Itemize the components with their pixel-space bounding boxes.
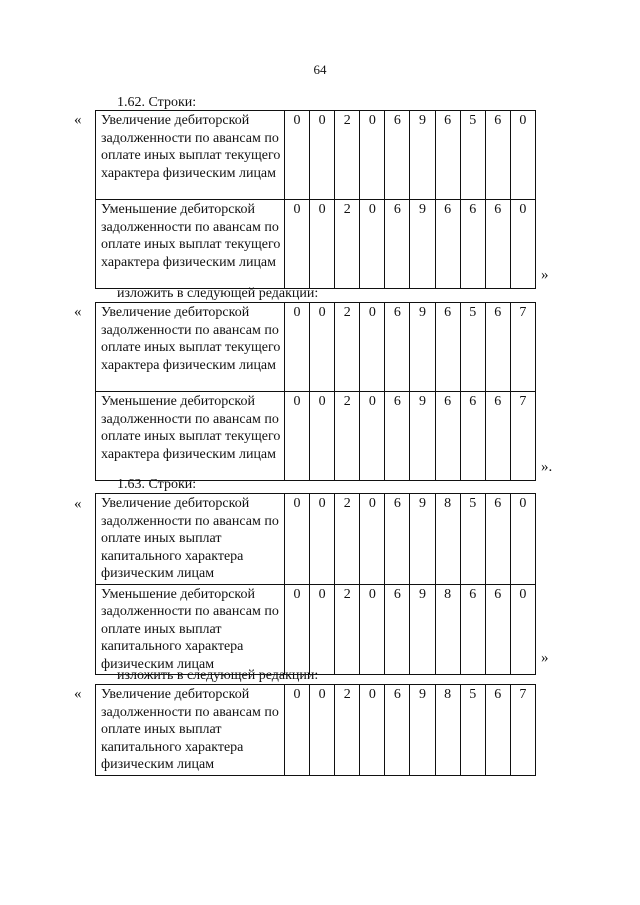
code-digit: 6 bbox=[435, 111, 460, 200]
code-digit: 6 bbox=[385, 392, 410, 481]
row-name: Уменьшение дебиторской задолженности по авансам по оплате иных выплат текущего характера физическим лицам bbox=[96, 392, 285, 481]
row-name: Уменьшение дебиторской задолженности по авансам по оплате иных выплат капитального характера физическим лицам bbox=[96, 584, 285, 675]
code-digit: 0 bbox=[510, 200, 535, 289]
table-row bbox=[96, 200, 536, 289]
code-digit: 8 bbox=[435, 584, 460, 675]
code-table-1-62-new bbox=[95, 302, 536, 481]
code-digit: 8 bbox=[435, 494, 460, 585]
code-digit: 0 bbox=[360, 392, 385, 481]
code-digit: 9 bbox=[410, 200, 435, 289]
code-digit: 5 bbox=[460, 111, 485, 200]
code-table-1-62-old bbox=[95, 110, 536, 289]
code-digit: 0 bbox=[285, 494, 310, 585]
code-digit: 9 bbox=[410, 111, 435, 200]
code-digit: 6 bbox=[485, 303, 510, 392]
code-digit: 0 bbox=[310, 392, 335, 481]
code-digit: 2 bbox=[335, 494, 360, 585]
open-quote: « bbox=[74, 112, 82, 128]
code-digit: 5 bbox=[460, 303, 485, 392]
code-digit: 6 bbox=[460, 584, 485, 675]
code-table-1-63-new bbox=[95, 684, 536, 776]
code-digit: 6 bbox=[460, 392, 485, 481]
row-name: Уменьшение дебиторской задолженности по авансам по оплате иных выплат текущего характера физическим лицам bbox=[96, 200, 285, 289]
code-digit: 0 bbox=[360, 494, 385, 585]
code-digit: 0 bbox=[360, 584, 385, 675]
code-digit: 0 bbox=[310, 685, 335, 776]
table-row bbox=[96, 584, 536, 675]
code-digit: 6 bbox=[485, 685, 510, 776]
code-digit: 6 bbox=[485, 392, 510, 481]
code-digit: 0 bbox=[310, 111, 335, 200]
code-digit: 2 bbox=[335, 392, 360, 481]
row-name: Увеличение дебиторской задолженности по авансам по оплате иных выплат текущего характера физическим лицам bbox=[96, 303, 285, 392]
code-digit: 6 bbox=[385, 303, 410, 392]
code-digit: 6 bbox=[435, 200, 460, 289]
table-row bbox=[96, 494, 536, 585]
code-digit: 0 bbox=[285, 392, 310, 481]
open-quote: « bbox=[74, 304, 82, 320]
section-heading-new-wording: изложить в следующей редакции: bbox=[117, 668, 319, 683]
section-heading-1-62: 1.62. Строки: bbox=[117, 95, 197, 110]
open-quote: « bbox=[74, 496, 82, 512]
section-heading-1-63: 1.63. Строки: bbox=[117, 477, 197, 492]
code-digit: 2 bbox=[335, 111, 360, 200]
table-row bbox=[96, 303, 536, 392]
code-digit: 0 bbox=[310, 200, 335, 289]
code-digit: 6 bbox=[485, 200, 510, 289]
code-digit: 0 bbox=[310, 494, 335, 585]
code-digit: 9 bbox=[410, 494, 435, 585]
code-table-1-63-old bbox=[95, 493, 536, 675]
code-digit: 0 bbox=[285, 111, 310, 200]
table-row bbox=[96, 111, 536, 200]
open-quote: « bbox=[74, 686, 82, 702]
section-heading-new-wording: изложить в следующей редакции: bbox=[117, 286, 319, 301]
code-digit: 5 bbox=[460, 685, 485, 776]
code-digit: 0 bbox=[285, 200, 310, 289]
code-digit: 0 bbox=[310, 303, 335, 392]
code-digit: 0 bbox=[510, 494, 535, 585]
close-quote: » bbox=[541, 650, 549, 666]
code-digit: 6 bbox=[485, 494, 510, 585]
code-digit: 0 bbox=[360, 303, 385, 392]
code-digit: 0 bbox=[310, 584, 335, 675]
code-digit: 7 bbox=[510, 685, 535, 776]
code-digit: 9 bbox=[410, 685, 435, 776]
code-digit: 5 bbox=[460, 494, 485, 585]
code-digit: 0 bbox=[285, 685, 310, 776]
code-digit: 6 bbox=[385, 200, 410, 289]
code-digit: 7 bbox=[510, 303, 535, 392]
code-digit: 2 bbox=[335, 200, 360, 289]
code-digit: 2 bbox=[335, 303, 360, 392]
code-digit: 2 bbox=[335, 584, 360, 675]
code-digit: 0 bbox=[360, 111, 385, 200]
code-digit: 9 bbox=[410, 303, 435, 392]
code-digit: 0 bbox=[510, 111, 535, 200]
row-name: Увеличение дебиторской задолженности по авансам по оплате иных выплат капитального характера физическим лицам bbox=[96, 494, 285, 585]
row-name: Увеличение дебиторской задолженности по авансам по оплате иных выплат текущего характера физическим лицам bbox=[96, 111, 285, 200]
close-quote: » bbox=[541, 267, 549, 283]
code-digit: 0 bbox=[285, 584, 310, 675]
code-digit: 7 bbox=[510, 392, 535, 481]
code-digit: 8 bbox=[435, 685, 460, 776]
code-digit: 6 bbox=[385, 111, 410, 200]
code-digit: 6 bbox=[435, 303, 460, 392]
code-digit: 0 bbox=[360, 200, 385, 289]
code-digit: 0 bbox=[510, 584, 535, 675]
row-name: Увеличение дебиторской задолженности по авансам по оплате иных выплат капитального характера физическим лицам bbox=[96, 685, 285, 776]
code-digit: 6 bbox=[485, 584, 510, 675]
code-digit: 9 bbox=[410, 584, 435, 675]
code-digit: 6 bbox=[385, 685, 410, 776]
code-digit: 6 bbox=[385, 494, 410, 585]
code-digit: 0 bbox=[285, 303, 310, 392]
table-row bbox=[96, 392, 536, 481]
code-digit: 6 bbox=[435, 392, 460, 481]
page-number: 64 bbox=[313, 62, 327, 77]
code-digit: 9 bbox=[410, 392, 435, 481]
code-digit: 6 bbox=[485, 111, 510, 200]
code-digit: 0 bbox=[360, 685, 385, 776]
code-digit: 6 bbox=[385, 584, 410, 675]
close-quote: ». bbox=[541, 459, 553, 475]
code-digit: 2 bbox=[335, 685, 360, 776]
table-row bbox=[96, 685, 536, 776]
code-digit: 6 bbox=[460, 200, 485, 289]
